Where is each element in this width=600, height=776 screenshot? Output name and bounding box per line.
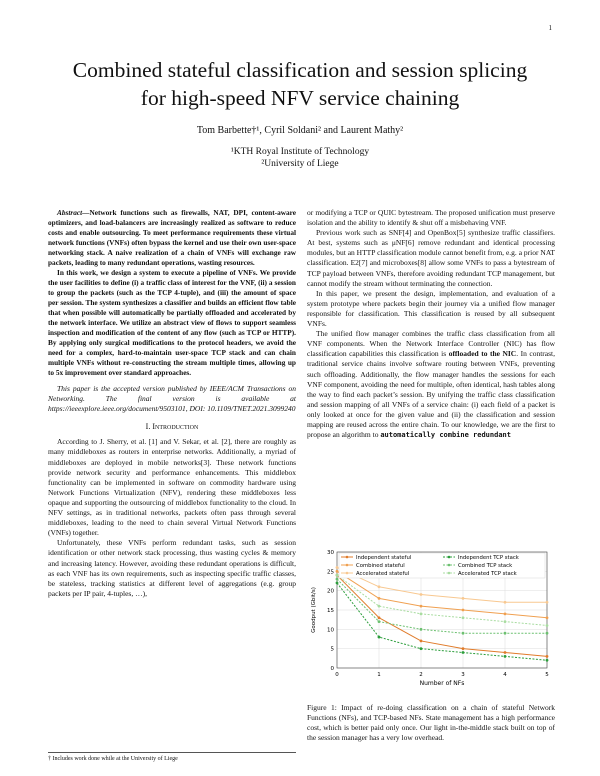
data-point [546,632,549,635]
data-point [336,566,339,569]
p3-mono-combine: automatically combine redundant [380,431,511,440]
data-point [504,655,507,658]
p3-bold-offload: offloaded to the NIC [448,349,517,359]
series-line-5 [337,579,547,633]
data-point [504,632,507,635]
data-point [420,612,423,615]
data-point [504,651,507,654]
affiliations [40,146,560,170]
x-tick-label: 1 [377,672,381,678]
right-paragraph-0: or modifying a TCP or QUIC bytestream. The proposed unification must preserve isolation and the ability to identify & shut off a misbehaving VNF. [307,208,555,228]
data-point [546,659,549,662]
data-point [378,597,381,600]
data-point [420,593,423,596]
right-paragraph-1: Previous work such as SNF[4] and OpenBox[5] synthesize traffic classifiers. At best, systems such as μNF[6] remove redundant and identical processing modules, but an HTTP classification module cannot benefit from, e.g. a prior NAT classification. E2[7] and microboxes[8] allow some VNFs to pass a bytestream of TCP payload between VNFs, therefore avoiding redundant TCP management, but cannot modify the stream without terminating the connection. [307,228,555,288]
right-paragraph-3 [307,329,555,440]
paper-title [40,56,560,112]
accepted-version-note: This paper is the accepted version published by IEEE/ACM Transactions on Networking. The final version is available at https://ieeexplore.ieee.org/document/9503101, DOI: 10.1109/TNET.2021.3099240 [48,384,296,414]
y-axis-label: Goodput (Gbit/s) [311,587,317,633]
data-point [378,616,381,619]
data-point [378,620,381,623]
footnote: † Includes work done while at the University of Liege [48,752,296,762]
data-point [546,601,549,604]
legend-label: Combined TCP stack [458,563,513,569]
y-tick-label: 30 [327,550,334,556]
section-heading: I. Introduction [145,422,199,432]
series-line-6 [337,575,547,625]
y-tick-label: 5 [330,646,334,653]
affiliation-1: ¹KTH Royal Institute of Technology [230,147,370,157]
data-point [420,647,423,650]
data-point [378,636,381,639]
affiliation-2: ²University of Liege [261,159,339,169]
data-point [420,605,423,608]
data-point [546,616,549,619]
y-tick-label: 25 [327,569,334,576]
data-point [336,582,339,585]
legend-label: Accelerated TCP stack [458,571,517,577]
abstract-text-1: —Network functions such as firewalls, NAT, DPI, content-aware optimizers, and load-balancers are increasingly realized as software to reduce costs and enable outsourcing. To meet performance requirements these virtual network functions (VNFs) often bypass the kernel and use their own user-space networking stack. A naive realization of a chain of VNFs will exchange raw packets, leading to many redundant operations, wasting resources. [48,208,296,267]
legend-label: Accelerated stateful [356,571,410,577]
data-point [378,605,381,608]
y-tick-label: 10 [327,627,334,634]
data-point [336,574,339,577]
legend-marker [448,556,451,559]
data-point [546,624,549,627]
data-point [504,601,507,604]
abstract-label: Abstract [57,208,83,217]
y-tick-label: 0 [330,666,334,672]
page-number: 1 [548,24,552,32]
legend-label: Independent TCP stack [458,555,519,561]
title-line-2: for high-speed NFV service chaining [140,86,460,110]
data-point [420,628,423,631]
intro-paragraph-1: According to J. Sherry, et al. [1] and V. Sekar, et al. [2], there are roughly as many middleboxes as routers in enterprise networks. Additionally, a myriad of middleboxes are deployed in mobile networks[3]. These network functions provide network security and performance enhancements. This middlebox functionality can be implemented in software on commodity hardware using Network Functions Virtualization (NFV), rendering these middleboxes less opaque and supporting the outsourcing of middlebox functionality to the cloud. In NFV settings, as in traditional networks, packets often pass through several middleboxes, leading to the need to chain several Virtual Network Functions (VNFs) together. [48,437,296,538]
goodput-chart [307,546,555,694]
x-tick-label: 2 [419,672,423,678]
data-point [462,632,465,635]
x-tick-label: 0 [335,672,339,678]
legend-marker [346,564,349,567]
data-point [546,655,549,658]
p3-text-a: The unified flow manager combines the traffic class classification from all VNF components. When the Network Interface Controller (NIC) has flow classification capabilities this classification is [307,329,555,359]
x-tick-label: 4 [503,672,507,678]
legend-marker [346,572,349,575]
y-tick-label: 20 [327,588,334,595]
data-point [504,612,507,615]
p3-text-c: . In contrast, traditional service chains involve software routing between VNFs, preventing such offloading. Additionally, the flow manager handles the sessions for each VNF component, avoiding the need for multiple, often identical, hash tables along the way to find each packet’s session. By unifying the traffic class classification and session mapping of all VNFs of a service chain: (i) each field of a packet is only looked at once for the given value and (ii) the classification and session mapping are reused across the entire chain. To our knowledge, we are the first to propose an algorithm to [307,349,555,440]
right-column [307,208,555,440]
figure-1 [307,546,555,764]
data-point [504,620,507,623]
x-tick-label: 5 [545,672,549,678]
x-tick-label: 3 [461,672,465,678]
figure-caption: Figure 1: Impact of re-doing classification on a chain of stateful Network Functions (NFs), and TCP-based NFs. State management has a high performance cost, which is better paid only once. Our light in-the-middle stack built on top of the session manager has a very low overhead. [307,703,555,742]
abstract-paragraph-1 [48,208,296,268]
y-tick-label: 15 [327,608,334,614]
legend-marker [448,572,451,575]
legend-marker [346,556,349,559]
intro-paragraph-2: Unfortunately, these VNFs perform redundant tasks, such as session identification or other network stack processing, thus wasting cycles & memory and increasing latency. However, avoiding these redundant operations is difficult, as each VNF has its own requirements, such as inspecting specific traffic classes, be stateless, tracking statistics at different level of aggregations (e.g. group packets per IP pair, 4-tuples, …), [48,538,296,598]
legend-marker [448,564,451,567]
right-paragraph-2: In this paper, we present the design, implementation, and evaluation of a system prototype where packets begin their journey via a unified flow manager responsible for classification. This classification is reused by all subsequent VNFs. [307,288,555,329]
series-line-2 [337,571,547,617]
data-point [462,616,465,619]
authors: Tom Barbette†¹, Cyril Soldani² and Laurent Mathy² [196,125,404,136]
data-point [336,570,339,573]
data-point [462,651,465,654]
legend-label: Independent stateful [356,555,412,561]
legend-label: Combined stateful [356,563,405,569]
title-line-1: Combined stateful classification and session splicing [72,58,528,82]
left-column [48,208,296,599]
data-point [378,585,381,588]
abstract-paragraph-2: In this work, we design a system to execute a pipeline of VNFs. We provide the user facilities to define (i) a traffic class of interest for the VNF, (ii) a session to group the packets (such as the TCP 4-tuple), and (iii) the amount of space per session. The system synthesizes a classifier and builds an efficient flow table that when possible will automatically be partially offloaded and accelerated by the network interface. We utilize an abstract view of flows to support seamless inspection and modification of the content of any flow (such as TCP or HTTP). By applying only surgical modifications to the protocol headers, we avoid the need for a complex, hard-to-maintain user-space TCP stack and can chain multiple VNFs without re-constructing the stream multiple times, allowing up to 5x improvement over standard approaches. [48,268,296,377]
data-point [420,640,423,643]
x-axis-label: Number of NFs [419,680,465,687]
data-point [336,578,339,581]
data-point [462,609,465,612]
data-point [462,647,465,650]
data-point [462,597,465,600]
